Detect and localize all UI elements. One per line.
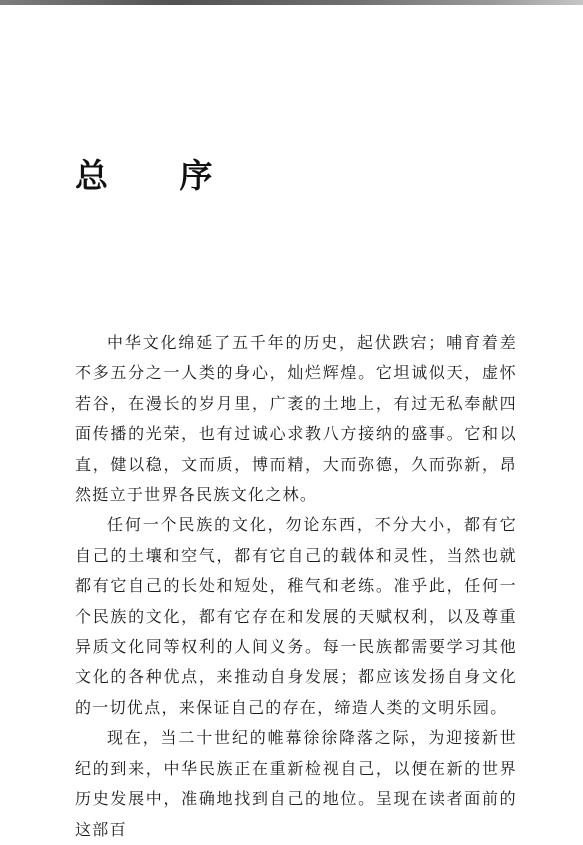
paragraph-1: 中华文化绵延了五千年的历史，起伏跌宕；哺育着差不多五分之一人类的身心，灿烂辉煌。它坦诚似天，虚怀若谷，在漫长的岁月里，广袤的土地上，有过无私奉献四面传播的光荣，也有过诚心求教八方接纳的盛事。它和以直，健以稳，文而质，博而精，大而弥德，久而弥新，昂然挺立于世界各民族文化之林。 <box>75 333 517 505</box>
top-edge-rule <box>0 0 583 5</box>
page-title: 总 序 <box>75 156 243 196</box>
preface-body <box>75 328 517 845</box>
paragraph-2: 任何一个民族的文化，勿论东西，不分大小，都有它自己的土壤和空气，都有它自己的载体和灵性，当然也就都有它自己的长处和短处，稚气和老练。准乎此，任何一个民族的文化，都有它存在和发展的天赋权利，以及尊重异质文化同等权利的人间义务。每一民族都需要学习其他文化的各种优点，来推动自身发展；都应该发扬自身文化的一切优点，来保证自己的存在，缔造人类的文明乐园。 <box>75 515 517 717</box>
paragraph-3: 现在，当二十世纪的帷幕徐徐降落之际，为迎接新世纪的到来，中华民族正在重新检视自己，以便在新的世界历史发展中，准确地找到自己的地位。呈现在读者面前的这部百 <box>75 728 517 839</box>
